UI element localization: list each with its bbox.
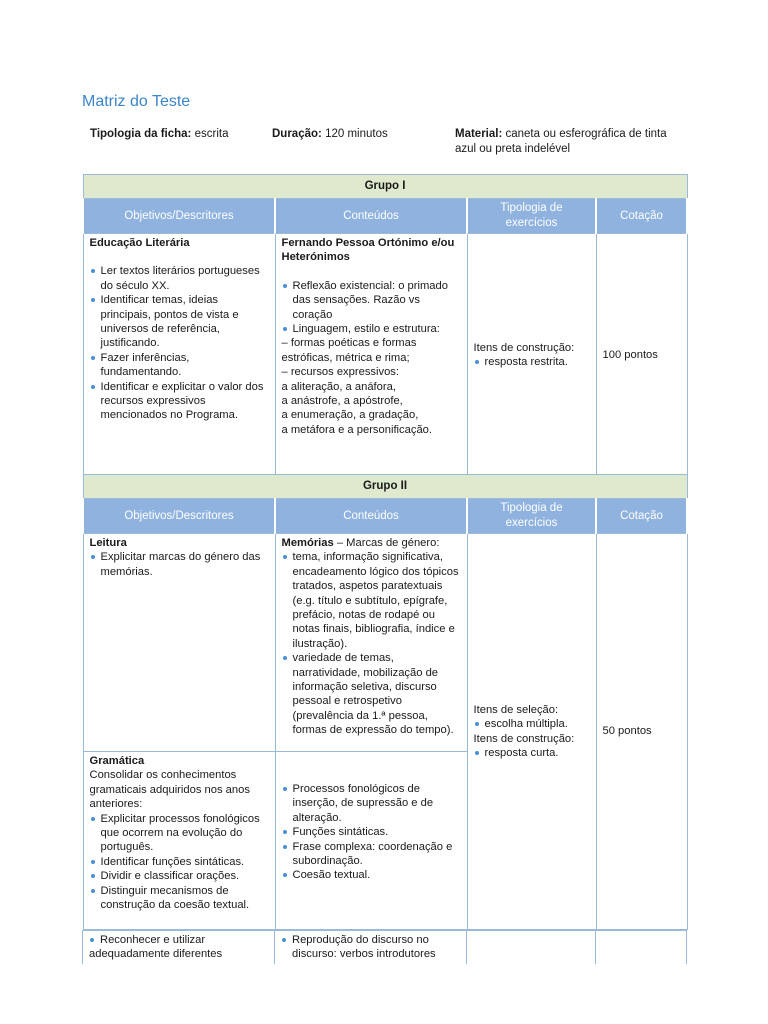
list-item: Reflexão existencial: o primado das sensações. Razão vs coração	[282, 279, 461, 322]
g2-memorias-cell	[275, 534, 467, 752]
g2-leitura-list	[90, 550, 269, 579]
header-conteudos: Conteúdos	[275, 499, 467, 534]
list-item: Ler textos literários portugueses do século XX.	[90, 264, 269, 293]
g2-memorias-suffix: – Marcas de género:	[333, 537, 440, 549]
list-item: Identificar funções sintáticas.	[90, 855, 269, 869]
g2-leitura-heading: Leitura	[89, 537, 127, 549]
list-item: resposta curta.	[474, 746, 590, 760]
g3-conteudos-list	[281, 933, 460, 962]
g1-objetivos-list	[90, 264, 269, 422]
g2-cotacao: 50 pontos	[602, 725, 652, 738]
g2-gramatica-heading: Gramática	[89, 755, 145, 767]
g2-gramatica-intro: Consolidar os conhecimentos gramaticais adquiridos nos anos anteriores:	[89, 769, 250, 811]
list-item: Reconhecer e utilizar	[89, 933, 268, 947]
header-cotacao: Cotação	[596, 199, 687, 234]
meta-material-label: Material:	[455, 128, 503, 140]
g2-tipologia-cell	[467, 534, 596, 930]
header-cotacao: Cotação	[596, 499, 687, 534]
list-item: tema, informação significativa, encadeamento lógico dos tópicos tratados, aspetos paratextuais (e.g. título e subtítulo, epígrafe, prefácio, notas de rodapé ou notas finais, bibliografia, índice e ilustração).	[282, 550, 461, 651]
g1-objetivos-cell	[83, 234, 275, 477]
meta-material	[455, 127, 690, 157]
list-item: variedade de temas, narratividade, mobilização de informação seletiva, discurso pessoal e retrospetivo (prevalência da 1.ª pessoa, formas de expressão do tempo).	[282, 651, 461, 737]
g1-tipologia-cell	[467, 234, 596, 477]
list-item: Processos fonológicos de inserção, de supressão e de alteração.	[282, 782, 461, 825]
g1-conteudos-line: – recursos expressivos:	[281, 366, 400, 379]
g3-conteudos-cell	[275, 931, 467, 964]
g2-memorias-heading-line	[282, 536, 461, 550]
grupo-2-table	[82, 474, 688, 930]
g2-tipologia-label-1: Itens de seleção:	[473, 703, 559, 716]
meta-tipologia-label: Tipologia da ficha:	[90, 128, 192, 140]
grupo-1-table	[82, 174, 688, 477]
list-item: Distinguir mecanismos de construção da coesão textual.	[90, 884, 269, 913]
g2-tipologia-list-2	[474, 746, 590, 760]
meta-duracao-value: 120 minutos	[325, 128, 388, 140]
meta-duracao	[272, 127, 388, 142]
g3-cotacao-cell	[596, 931, 687, 964]
g1-conteudos-heading: Fernando Pessoa Ortónimo e/ou Heterónimos	[281, 237, 455, 264]
g1-cotacao: 100 pontos	[602, 348, 658, 361]
g2-leitura-cell	[83, 534, 275, 752]
meta-tipologia-value: escrita	[194, 128, 229, 140]
g2-memorias-heading: Memórias	[281, 537, 334, 549]
g1-tipologia-list	[474, 355, 590, 369]
header-tipologia: Tipologia de exercícios	[467, 199, 596, 234]
g2-memorias-list	[282, 550, 461, 737]
g1-conteudos-line: a metáfora e a personificação.	[281, 423, 432, 436]
grupo-2-continuation-table	[82, 930, 687, 964]
g3-objetivos-list	[89, 933, 268, 947]
list-item: Fazer inferências, fundamentando.	[90, 351, 269, 380]
list-item: Explicitar marcas do género das memórias.	[90, 550, 269, 579]
list-item: escolha múltipla.	[474, 717, 590, 731]
meta-material-value: caneta ou esferográfica de tinta azul ou preta indelével	[455, 128, 667, 155]
g2-gramatica-list	[90, 812, 269, 913]
list-item: Identificar temas, ideias principais, pontos de vista e universos de referência, justificando.	[90, 293, 269, 351]
list-item: Explicitar processos fonológicos que ocorrem na evolução do português.	[90, 812, 269, 855]
g1-conteudos-line: – formas poéticas e formas estróficas, métrica e rima;	[281, 337, 417, 364]
g1-conteudos-cell	[275, 234, 467, 477]
list-item: Reprodução do discurso no discurso: verbos introdutores	[281, 933, 460, 962]
g3-objetivos-cell	[83, 931, 275, 964]
g3-objetivos-continued: adequadamente diferentes	[89, 948, 223, 961]
g1-tipologia-label: Itens de construção:	[473, 341, 575, 354]
header-tipologia: Tipologia de exercícios	[467, 499, 596, 534]
g2-gramatica-cell	[83, 752, 275, 930]
g1-conteudos-list	[282, 279, 461, 337]
list-item: Funções sintáticas.	[282, 825, 461, 839]
header-conteudos: Conteúdos	[275, 199, 467, 234]
grupo-1-title: Grupo I	[83, 175, 687, 199]
g1-cotacao-cell	[596, 234, 687, 477]
grupo-2-title: Grupo II	[83, 475, 687, 499]
list-item: Frase complexa: coordenação e subordinação.	[282, 840, 461, 869]
g1-conteudos-line: a anástrofe, a apóstrofe,	[281, 395, 403, 408]
g1-objetivos-heading: Educação Literária	[89, 237, 190, 249]
g2-cotacao-cell	[596, 534, 687, 930]
meta-duracao-label: Duração:	[272, 128, 322, 140]
g2-gramatica-conteudos-list	[282, 782, 461, 883]
list-item: Linguagem, estilo e estrutura:	[282, 322, 461, 336]
g2-gramatica-conteudos-cell	[275, 752, 467, 930]
list-item: Dividir e classificar orações.	[90, 869, 269, 883]
g1-conteudos-line: a aliteração, a anáfora,	[281, 380, 396, 393]
page-title: Matriz do Teste	[82, 93, 191, 110]
g2-tipologia-list-1	[474, 717, 590, 731]
g2-tipologia-label-2: Itens de construção:	[473, 732, 575, 745]
list-item: Identificar e explicitar o valor dos recursos expressivos mencionados no Programa.	[90, 380, 269, 423]
header-objetivos: Objetivos/Descritores	[83, 499, 275, 534]
list-item: resposta restrita.	[474, 355, 590, 369]
g3-tipologia-cell	[467, 931, 596, 964]
meta-tipologia	[90, 127, 228, 142]
g1-conteudos-line: a enumeração, a gradação,	[281, 409, 419, 422]
header-objetivos: Objetivos/Descritores	[83, 199, 275, 234]
list-item: Coesão textual.	[282, 868, 461, 882]
